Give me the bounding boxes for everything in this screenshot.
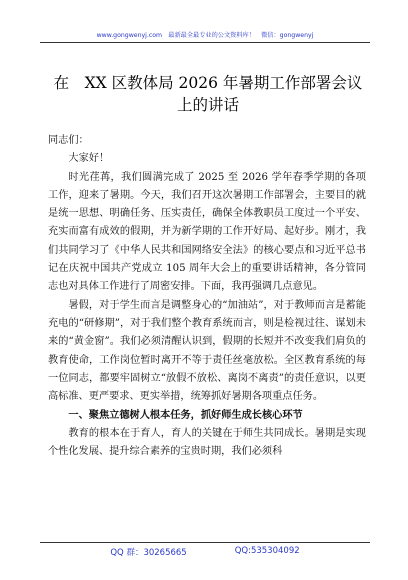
- title-line-1: 在 XX 区教体局 2026 年暑期工作部署会议: [53, 74, 363, 92]
- document-body: [48, 132, 366, 461]
- footer-divider: [40, 542, 370, 543]
- salutation: 同志们：: [48, 135, 89, 146]
- greeting: 大家好！: [68, 153, 110, 165]
- footer-qq-group: QQ 群：30265665: [110, 548, 187, 558]
- footer-qq-contact: QQ:535304092: [234, 546, 300, 556]
- section-heading: 一、聚焦立德树人根本任务，抓好师生成长核心环节: [68, 409, 303, 422]
- site-header: www.gongwenyj.com 最新最全最专业的公文资料库！ 微信：gongwenyj: [96, 32, 314, 39]
- page-footer: [40, 546, 370, 558]
- document-title: [48, 72, 368, 116]
- section-paragraph: 教育的根本在于育人，育人的关键在于师生共同成长。暑期是实现个性化发展、提升综合素养的宝贵时期，我们必须科: [48, 427, 366, 458]
- paragraph-1: 时光荏苒，我们圆满完成了 2025 至 2026 学年春季学期的各项工作，迎来了暑期。今天，我们召开这次暑期工作部署会，主要目的就是统一思想、明确任务、压实责任，确保全体教职员工度过一个平安、充实而富有成效的假期，并为新学期的工作开好局、起好步。刚才，我们共同学习了《中华人民共和国网络安全法》的核心要点和习近平总书记在庆祝中国共产党成立 105 周年大会上的重要讲话精神，各分管同志也对具体工作进行了周密安排。下面，我再强调几点意见。: [48, 171, 366, 293]
- title-line-2: 上的讲话: [176, 96, 239, 114]
- header-divider: [40, 42, 370, 43]
- paragraph-2: 暑假，对于学生而言是调整身心的“加油站”，对于教师而言是蓄能充电的“研修期”，对于我们整个教育系统而言，则是检视过往、谋划未来的“黄金窗”。我们必须清醒认识到，假期的长短并不改变我们肩负的教育使命，工作岗位暂时离开不等于责任丝毫放松。全区教育系统的每一位同志，都要牢固树立“放假不放松、离岗不离责”的责任意识，以更高标准、更严要求、更实举措，统筹抓好暑期各项重点任务。: [48, 299, 366, 403]
